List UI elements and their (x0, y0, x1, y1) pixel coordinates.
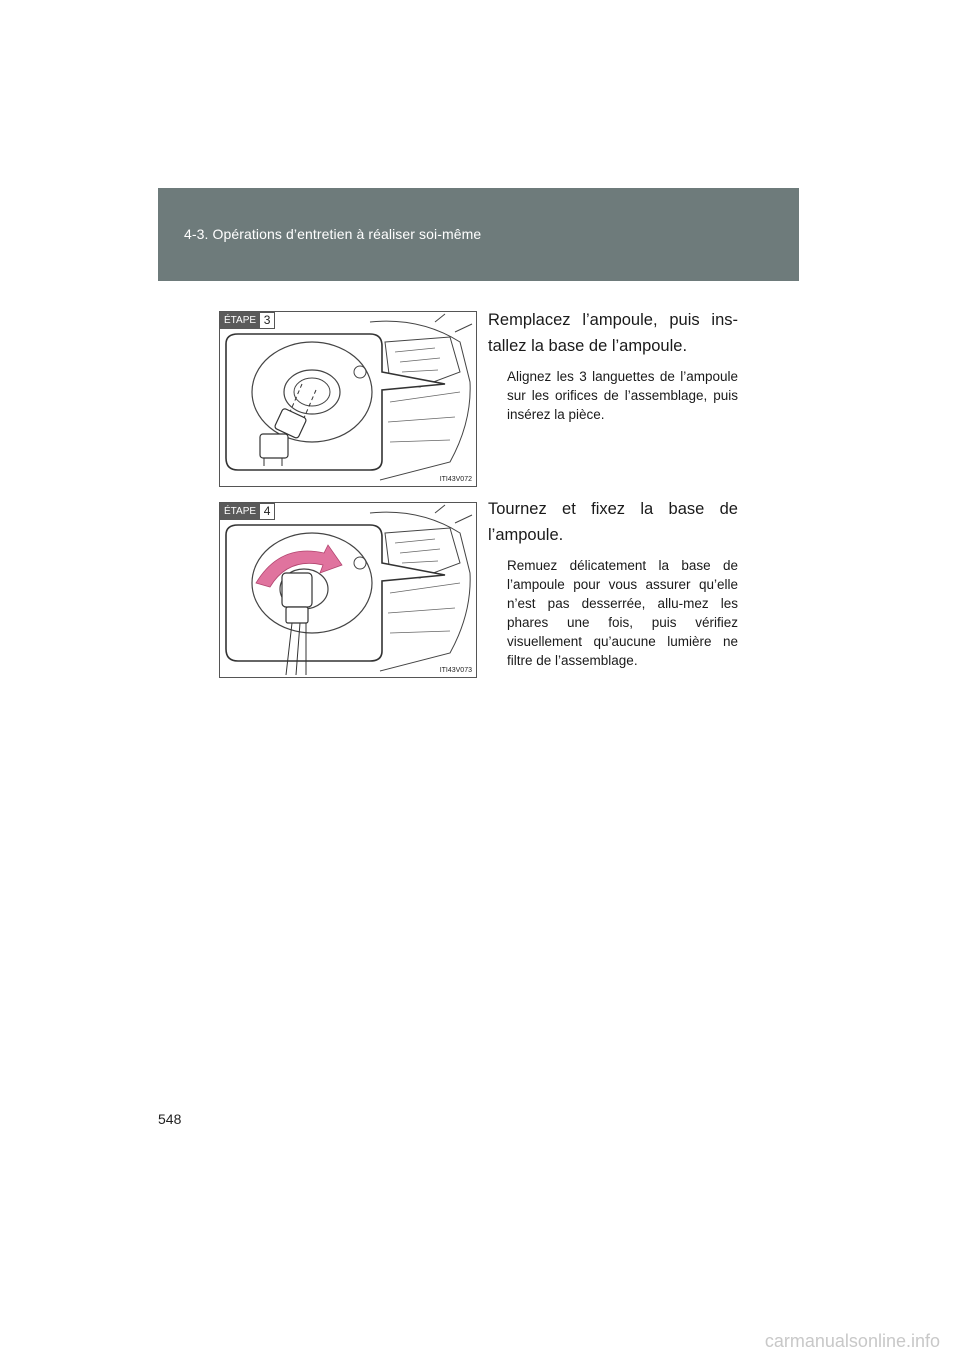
figure-step-4 (219, 502, 477, 678)
step-title: Tournez et fixez la base de l’ampoule. (488, 500, 738, 544)
figure-step-3 (219, 311, 477, 487)
figure-code: ITI43V072 (439, 476, 472, 483)
headlight-twist-illustration (220, 503, 476, 677)
step-number: 4 (260, 503, 275, 520)
watermark: carmanualsonline.info (764, 1331, 940, 1351)
step-tag (220, 503, 275, 520)
step-tag (220, 312, 275, 329)
figure-code: ITI43V073 (439, 667, 472, 674)
step-word: ÉTAPE (220, 503, 260, 520)
step-3-text (488, 307, 738, 424)
step-note: Alignez les 3 languettes de l’ampoule sur les orifices de l’assemblage, puis insérez la pièce. (507, 369, 738, 422)
step-note: Remuez délicatement la base de l’ampoule pour vous assurer qu’elle n’est pas desserrée, allu-mez les phares une fois, puis vérifiez visuellement qu’aucune lumière ne filtre de l’assemblage. (507, 558, 738, 668)
step-number: 3 (260, 312, 275, 329)
page-number: 548 (158, 1111, 182, 1127)
headlight-bulb-illustration (220, 312, 476, 486)
step-word: ÉTAPE (220, 312, 260, 329)
section-title: 4-3. Opérations d’entretien à réaliser soi-même (184, 226, 482, 242)
step-4-text (488, 496, 738, 670)
step-title: Remplacez l’ampoule, puis ins-tallez la base de l’ampoule. (488, 311, 738, 355)
section-header-band (158, 188, 799, 281)
